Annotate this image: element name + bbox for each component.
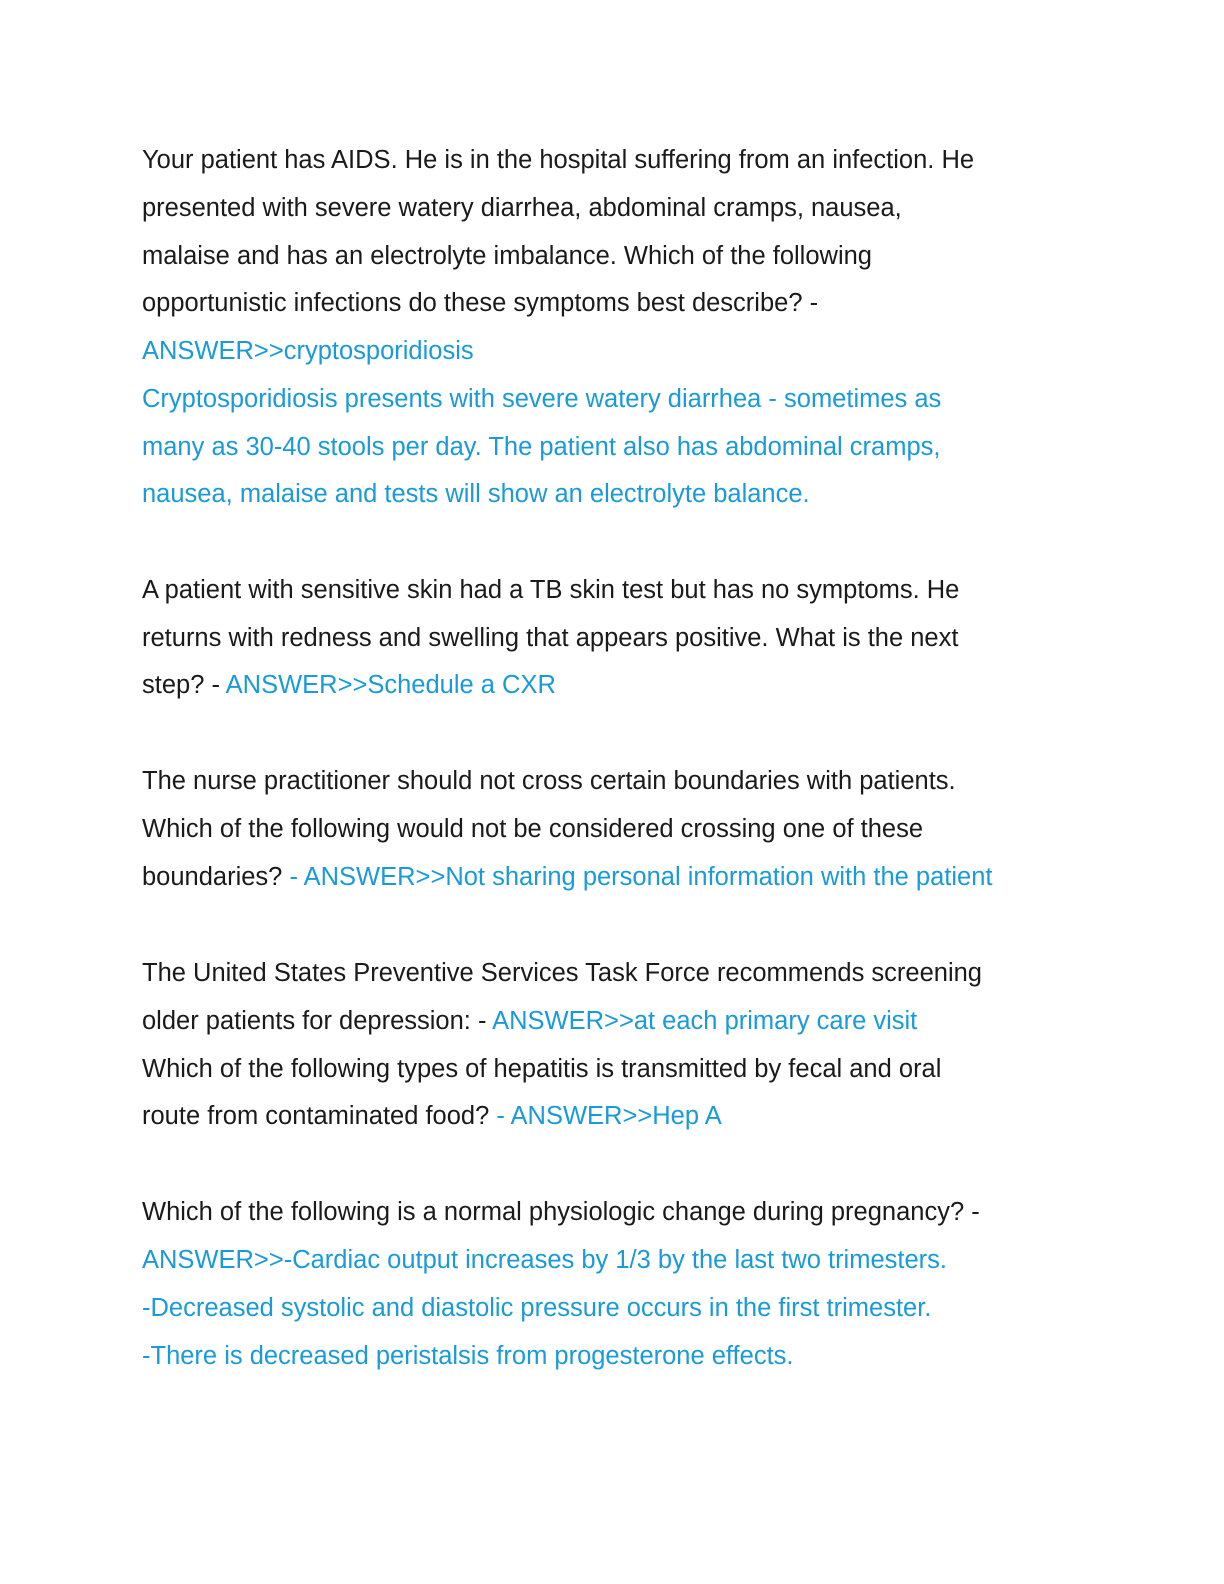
question-line: [142, 1096, 722, 1136]
question-text: route from contaminated food?: [142, 1102, 497, 1130]
question-text: Which of the following would not be considered crossing one of these: [142, 815, 924, 843]
question-text: returns with redness and swelling that appears positive. What is the next: [142, 624, 959, 652]
answer-text: ANSWER>>at each primary care visit: [492, 1007, 918, 1035]
answer-text: - ANSWER>>Hep A: [496, 1102, 722, 1130]
answer-explanation: many as 30-40 stools per day. The patient also has abdominal cramps,: [142, 433, 941, 461]
question-text: opportunistic infections do these symptoms best describe? -: [142, 289, 819, 317]
answer-text: ANSWER>>-Cardiac output increases by 1/3 by the last two trimesters.: [142, 1246, 947, 1274]
answer-text: ANSWER>>Schedule a CXR: [225, 671, 556, 699]
question-text: A patient with sensitive skin had a TB skin test but has no symptoms. He: [142, 576, 960, 604]
answer-explanation: Cryptosporidiosis presents with severe watery diarrhea - sometimes as: [142, 385, 942, 413]
answer-text: -Decreased systolic and diastolic pressure occurs in the first trimester.: [142, 1294, 932, 1322]
question-line: [142, 665, 556, 705]
question-text: older patients for depression: -: [142, 1007, 493, 1035]
question-text: Which of the following is a normal physiologic change during pregnancy? -: [142, 1198, 980, 1226]
answer-text: -There is decreased peristalsis from progesterone effects.: [142, 1342, 794, 1370]
question-text: boundaries?: [142, 863, 290, 891]
answer-text: ANSWER>>cryptosporidiosis: [142, 337, 474, 365]
question-text: malaise and has an electrolyte imbalance. Which of the following: [142, 242, 872, 270]
question-line: [142, 857, 992, 897]
question-text: step? -: [142, 671, 226, 699]
answer-explanation: nausea, malaise and tests will show an electrolyte balance.: [142, 480, 810, 508]
question-text: presented with severe watery diarrhea, abdominal cramps, nausea,: [142, 194, 902, 222]
question-text: The nurse practitioner should not cross certain boundaries with patients.: [142, 767, 956, 795]
question-text: Which of the following types of hepatitis is transmitted by fecal and oral: [142, 1055, 942, 1083]
question-text: Your patient has AIDS. He is in the hospital suffering from an infection. He: [142, 146, 975, 174]
question-line: [142, 1001, 917, 1041]
question-text: The United States Preventive Services Task Force recommends screening: [142, 959, 982, 987]
answer-text: - ANSWER>>Not sharing personal information with the patient: [289, 863, 993, 891]
